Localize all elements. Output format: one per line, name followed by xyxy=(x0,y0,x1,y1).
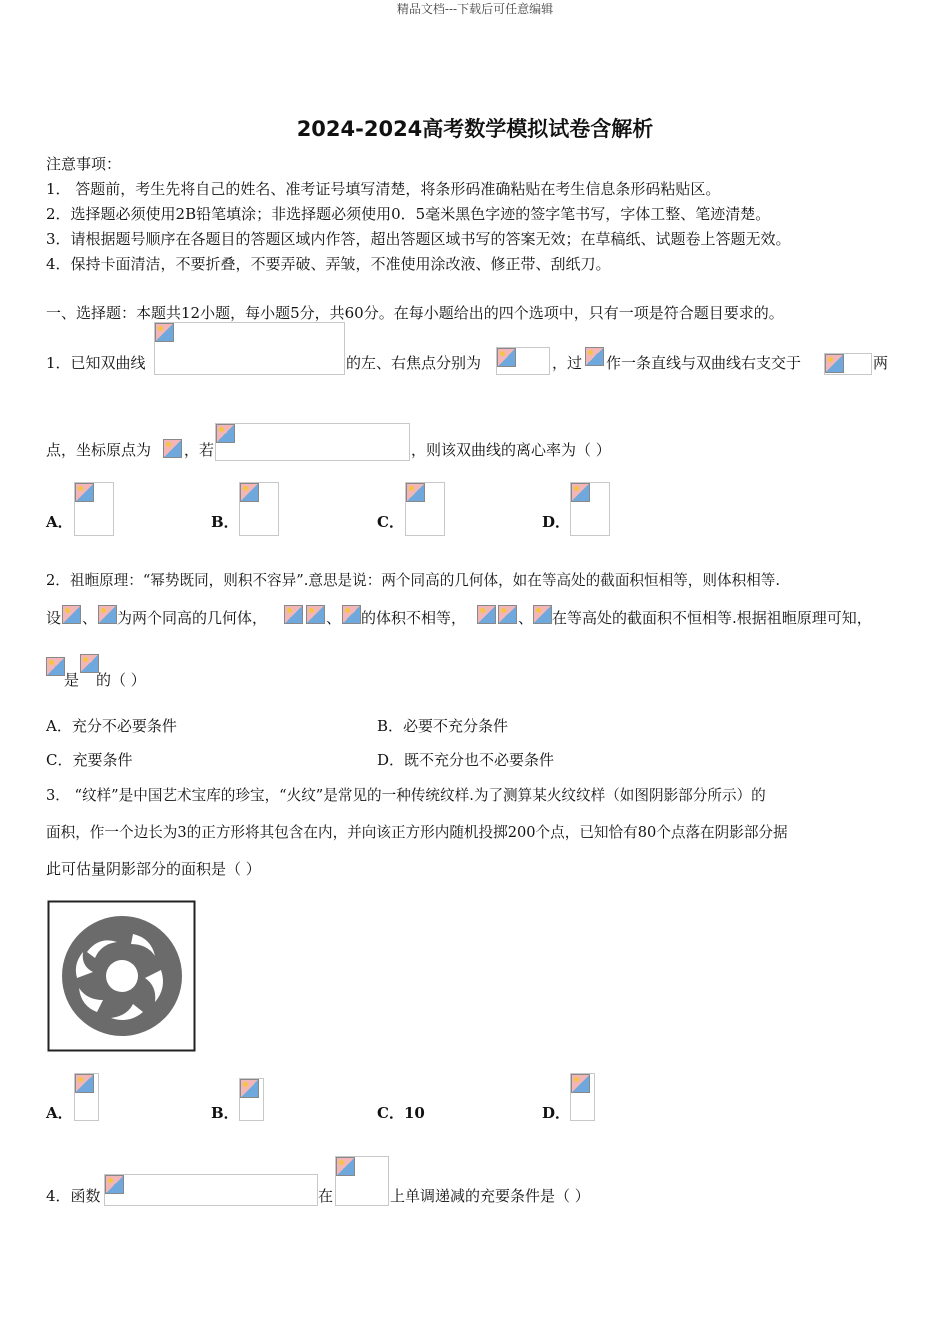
q2-option-d: D．既不充分也不必要条件 xyxy=(377,751,555,769)
page-watermark: 精品文档---下载后可任意编辑 xyxy=(396,2,554,16)
q3-option-a-label: A． xyxy=(46,1104,73,1122)
q4-formula-interval xyxy=(335,1156,389,1206)
notice-item-2: 2．选择题必须使用2B铅笔填涂；非选择题必须使用0．5毫米黑色字迹的签字笔书写，字体工整、笔迹清楚。 xyxy=(46,205,771,223)
q1-text-3: ，过 xyxy=(552,354,583,372)
q1-option-b-label: B． xyxy=(211,513,239,531)
q1-formula-o xyxy=(163,439,182,458)
q3-option-c: C．10 xyxy=(377,1104,425,1122)
q1-text-1: 1．已知双曲线 xyxy=(46,354,146,372)
q1-option-c-formula xyxy=(405,482,445,536)
q2-option-c: C．充要条件 xyxy=(46,751,133,769)
notice-item-3: 3．请根据题号顺序在各题目的答题区域内作答，超出答题区域书写的答案无效；在草稿纸、试题卷上答题无效。 xyxy=(46,230,791,248)
q3-option-b-label: B． xyxy=(211,1104,239,1122)
q2-text-5: 的体积不相等， xyxy=(361,609,467,627)
q2-formula-s2 xyxy=(533,605,552,624)
q1-formula-condition xyxy=(215,423,410,461)
q2-text-4: 、 xyxy=(326,609,342,627)
q2-formula-omega2 xyxy=(98,605,117,624)
q1-formula-foci xyxy=(496,347,550,375)
q2-text-3: 为两个同高的几何体， xyxy=(117,609,268,627)
q1-text-8: ，则该双曲线的离心率为（ ） xyxy=(411,441,611,459)
q3-option-d-label: D． xyxy=(542,1104,571,1122)
q2-formula-v1 xyxy=(306,605,325,624)
q4-text-1: 4．函数 xyxy=(46,1187,101,1205)
notice-heading: 注意事项： xyxy=(46,155,122,173)
q1-text-7: ，若 xyxy=(184,441,215,459)
q2-option-a: A．充分不必要条件 xyxy=(46,717,177,735)
q1-option-d-formula xyxy=(570,482,610,536)
fire-pattern-figure xyxy=(47,900,196,1052)
page-title: 2024-2024高考数学模拟试卷含解析 xyxy=(296,117,654,141)
q2-formula-s1 xyxy=(498,605,517,624)
q1-option-c-label: C． xyxy=(377,513,404,531)
q1-option-b-formula xyxy=(239,482,279,536)
q2-text-2: 、 xyxy=(82,609,98,627)
q2-line-1: 2．祖暅原理：“幂势既同，则积不容异”.意思是说：两个同高的几何体，如在等高处的截面积恒相等，则体积相等. xyxy=(46,572,780,589)
q4-text-2: 在 xyxy=(318,1187,334,1205)
q2-formula-p xyxy=(284,605,303,624)
notice-item-4: 4．保持卡面清洁，不要折叠，不要弄破、弄皱，不准使用涂改液、修正带、刮纸刀。 xyxy=(46,255,611,273)
q3-line-1: 3． “纹样”是中国艺术宝库的珍宝，“火纹”是常见的一种传统纹样.为了测算某火纹纹样（如图阴影部分所示）的 xyxy=(46,787,766,804)
q4-text-3: 上单调递减的充要条件是（ ） xyxy=(390,1187,590,1205)
q1-formula-ab xyxy=(824,353,872,375)
q1-formula-f2 xyxy=(585,347,604,366)
q2-formula-omega1 xyxy=(62,605,81,624)
q2-text-6: 、 xyxy=(518,609,534,627)
q2-text-7: 在等高处的截面积不恒相等.根据祖暅原理可知， xyxy=(552,609,872,627)
q1-option-a-formula xyxy=(74,482,114,536)
q2-text-9: 的（ ） xyxy=(96,671,146,689)
q2-text-8: 是 xyxy=(64,671,80,689)
q2-formula-v2 xyxy=(342,605,361,624)
q4-formula-function xyxy=(104,1174,318,1206)
q2-option-b: B．必要不充分条件 xyxy=(377,717,509,735)
notice-item-1: 1． 答题前，考生先将自己的姓名、准考证号填写清楚，将条形码准确粘贴在考生信息条形码粘贴区。 xyxy=(46,180,721,198)
q1-option-a-label: A． xyxy=(46,513,73,531)
q1-text-2: 的左、右焦点分别为 xyxy=(346,354,482,372)
q3-line-2: 面积，作一个边长为3的正方形将其包含在内，并向该正方形内随机投掷200个点，已知恰有80个点落在阴影部分据 xyxy=(46,824,788,841)
q3-option-b-formula xyxy=(239,1078,264,1121)
q3-option-d-formula xyxy=(570,1073,595,1121)
section-heading: 一、选择题：本题共12小题，每小题5分，共60分。在每小题给出的四个选项中，只有一项是符合题目要求的。 xyxy=(46,304,784,322)
q1-text-6: 点，坐标原点为 xyxy=(46,441,152,459)
q2-text-1: 设 xyxy=(46,609,62,627)
q1-text-5: 两 xyxy=(873,354,889,372)
q3-line-3: 此可估量阴影部分的面积是（ ） xyxy=(46,860,261,878)
q2-formula-q xyxy=(477,605,496,624)
q1-formula-hyperbola xyxy=(154,322,345,375)
q1-option-d-label: D． xyxy=(542,513,571,531)
q2-formula-q2 xyxy=(46,657,65,676)
q1-text-4: 作一条直线与双曲线右支交于 xyxy=(606,354,802,372)
q3-option-a-formula xyxy=(74,1073,99,1121)
